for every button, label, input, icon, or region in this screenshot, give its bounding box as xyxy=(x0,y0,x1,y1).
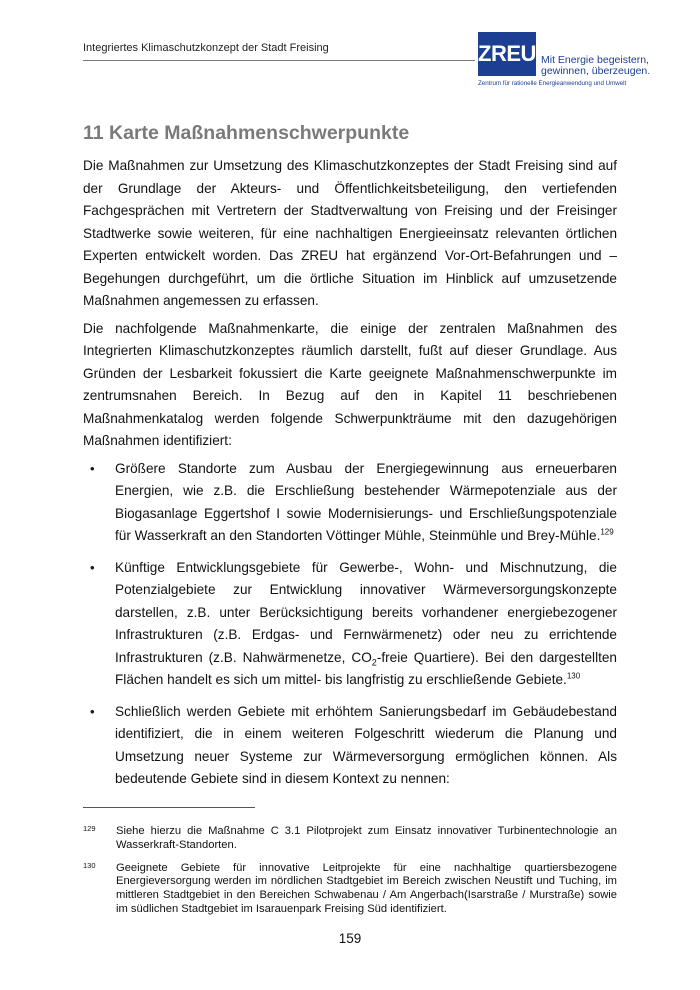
bullet-icon: • xyxy=(90,559,95,575)
footnote-text: Geeignete Gebiete für innovative Leitprojekte für eine nachhaltige quartiersbezogene Energieversorgung werden im nördlichen Stadtgebiet im Bereich zwischen Neustift und Tuching, im mittleren Stadtgebiet in den Bereichen Schwabenau / Am Angerbach(Isarstraße / Murstraße) sowie im südlichen Stadtgebiet im Isarauenpark Freising Süd identifiziert. xyxy=(116,861,617,915)
logo-wordmark: ZREU xyxy=(478,32,536,76)
footnotes xyxy=(83,825,617,926)
footnote-ref: 130 xyxy=(566,671,581,681)
document-title: Integriertes Klimaschutzkonzept der Stadt Freising xyxy=(83,42,329,54)
paragraph: Die nachfolgende Maßnahmenkarte, die einige der zentralen Maßnahmen des Integrierten Klimaschutzkonzeptes räumlich darstellt, fußt auf dieser Grundlage. Aus Gründen der Lesbarkeit fokussiert die Karte geeignete Maßnahmenschwerpunkte im zentrumsnahen Bereich. In Bezug auf den in Kapitel 11 beschriebenen Maßnahmenkatalog werden folgende Schwerpunkträume mit den dazugehörigen Maßnahmen identifiziert: xyxy=(83,320,617,448)
list-item-text: Künftige Entwicklungsgebiete für Gewerbe-, Wohn- und Mischnutzung, die Potenzialgebiete zur Entwicklung innovativer Wärmeversorgungskonzepte darstellen, z.B. unter Berücksichtigung bereits vorhandener energiebezogener Infrastrukturen (z.B. Erdgas- und Fernwärmenetz) oder neu zu errichtende Infrastrukturen (z.B. Nahwärmenetze, CO xyxy=(115,559,617,665)
body-text xyxy=(83,155,617,800)
footnote xyxy=(83,825,617,853)
header-divider xyxy=(83,60,475,61)
zreu-logo xyxy=(478,32,651,90)
list-item-text: Schließlich werden Gebiete mit erhöhtem Sanierungsbedarf im Gebäudebestand identifiziert, die in einem weiteren Folgeschritt wiederum die Planung und Umsetzung neuer Systeme zur Wärmeversorgung ermöglichen können. Als bedeutende Gebiete sind in diesem Kontext zu nennen: xyxy=(115,703,617,786)
section-heading: 11 Karte Maßnahmenschwerpunkte xyxy=(83,122,410,144)
bullet-list xyxy=(83,458,617,791)
subscript: 2 xyxy=(371,657,377,668)
footnote-number: 130 xyxy=(83,860,96,870)
list-item-text: Größere Standorte zum Ausbau der Energiegewinnung aus erneuerbaren Energien, wie z.B. die Erschließung bestehender Wärmepotenziale aus der Biogasanlage Eggertshof I sowie Modernisierungs- und Erschließungspotenziale für Wasserkraft an den Standorten Vöttinger Mühle, Steinmühle und Brey-Mühle. xyxy=(115,460,617,543)
list-item-text: -freie Quartiere). Bei den dargestellten Flächen handelt es sich um mittel- bis langfristig zu erschließende Gebiete. xyxy=(115,649,617,687)
logo-slogan-line2: gewinnen, überzeugen. xyxy=(541,65,651,77)
footnote-number: 129 xyxy=(83,824,96,833)
list-item xyxy=(83,458,617,548)
footnote-divider xyxy=(83,807,255,808)
footnote xyxy=(83,862,617,917)
footnote-text: Siehe hierzu die Maßnahme C 3.1 Pilotprojekt zum Einsatz innovativer Turbinentechnologie an Wasserkraft-Standorten. xyxy=(116,825,617,851)
footnote-ref: 129 xyxy=(600,527,614,537)
bullet-icon: • xyxy=(90,703,95,719)
paragraph: Die Maßnahmen zur Umsetzung des Klimaschutzkonzeptes der Stadt Freising sind auf der Grundlage der Akteurs- und Öffentlichkeitsbeteiligung, den vertiefenden Fachgesprächen mit Vertretern der Stadtverwaltung von Freising und der Freisinger Stadtwerke sowie weiteren, für eine nachhaltigen Energieeinsatz relevanten örtlichen Experten entwickelt worden. Das ZREU hat ergänzend Vor-Ort-Befahrungen und –Begehungen durchgeführt, um die örtliche Situation im Hinblick auf umzusetzende Maßnahmen angemessen zu erfassen. xyxy=(83,158,617,308)
page-number: 159 xyxy=(338,931,362,946)
logo-slogan-line1: Mit Energie begeistern, xyxy=(541,54,649,66)
list-item xyxy=(83,557,617,692)
list-item xyxy=(83,701,617,791)
logo-subtitle: Zentrum für rationelle Energieanwendung und Umwelt xyxy=(478,80,627,87)
bullet-icon: • xyxy=(90,460,95,476)
